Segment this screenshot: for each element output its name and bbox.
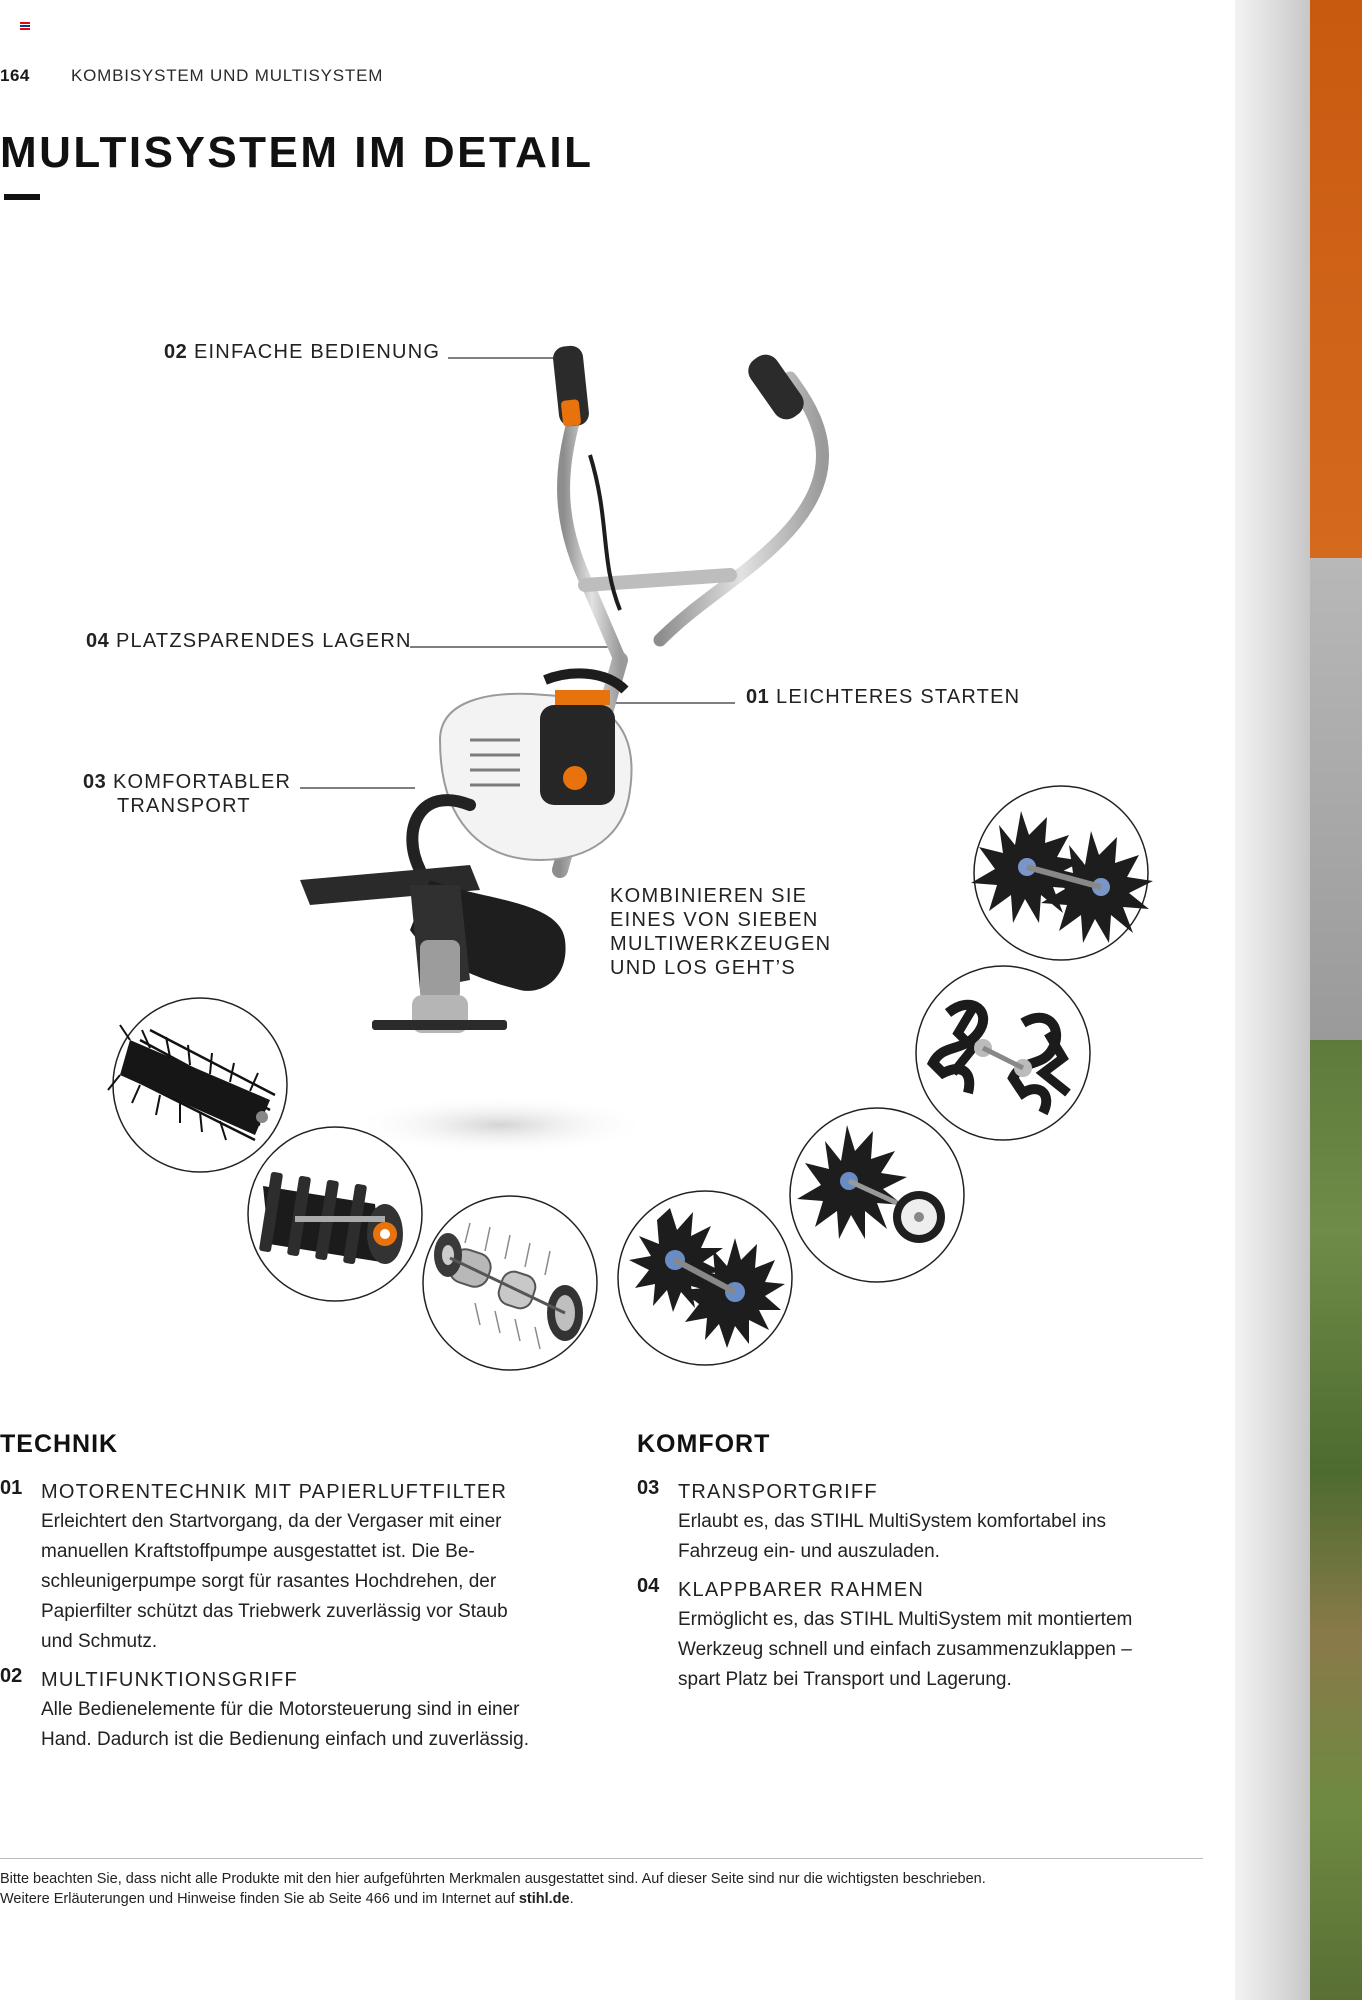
page-title: MULTISYSTEM IM DETAIL (0, 128, 594, 177)
item-text: Erlaubt es, das STIHL MultiSystem komfortabel ins (678, 1511, 1107, 1532)
item-title: KLAPPBARER RAHMEN (678, 1579, 925, 1601)
footer-line-1: Bitte beachten Sie, dass nicht alle Produkte mit den hier aufgeführten Merkmalen ausgestattet sind. Auf dieser Seite sind nur die wichtigsten beschrieben. (0, 1871, 986, 1887)
item-text: Hand. Dadurch ist die Bedienung einfach und zuverlässig. (41, 1729, 529, 1750)
multisystem-machine-icon (300, 345, 823, 1155)
item-number: 02 (0, 1665, 23, 1687)
item-text: Erleichtert den Startvorgang, da der Vergaser mit einer (41, 1511, 502, 1532)
footer-line-2-end: . (569, 1891, 574, 1907)
technik-column (0, 1430, 560, 1763)
item-number: 04 (637, 1575, 660, 1597)
item-text: Papierfilter schützt das Triebwerk zuverlässig vor Staub (41, 1601, 508, 1622)
next-page-photo (1310, 1040, 1362, 2000)
komfort-column (637, 1430, 1197, 1703)
tool-scarifier (423, 1196, 597, 1370)
item-number: 01 (0, 1477, 23, 1499)
tool-sweeper-roller (248, 1127, 422, 1301)
callout-01 (746, 685, 1020, 709)
combine-line: UND LOS GEHT’S (610, 957, 797, 979)
item-title: TRANSPORTGRIFF (678, 1481, 878, 1503)
footer-divider (0, 1858, 1203, 1859)
callout-label-line2: TRANSPORT (117, 795, 251, 817)
callout-04 (86, 629, 412, 653)
item-title: MULTIFUNKTIONSGRIFF (41, 1669, 298, 1691)
tool-aerator-tines (618, 1191, 792, 1365)
callout-number: 01 (746, 686, 770, 708)
tool-spiked-tiller (971, 786, 1153, 960)
callout-label: EINFACHE BEDIENUNG (194, 341, 441, 363)
item-text: und Schmutz. (41, 1631, 158, 1652)
komfort-heading: KOMFORT (637, 1430, 771, 1458)
callout-02 (164, 340, 440, 364)
footer-line-2-text: Weitere Erläuterungen und Hinweise finden Sie ab Seite 466 und im Internet auf (0, 1891, 519, 1907)
next-page-orange-band (1310, 0, 1362, 558)
item-text: Fahrzeug ein- und auszuladen. (678, 1541, 940, 1562)
item-text: Werkzeug schnell und einfach zusammenzuklappen – (678, 1639, 1132, 1660)
tool-cultivator-tines (916, 966, 1090, 1140)
section-title: KOMBISYSTEM UND MULTISYSTEM (71, 66, 384, 85)
callout-label: LEICHTERES STARTEN (776, 686, 1021, 708)
combine-tools-text (610, 884, 831, 980)
item-text: spart Platz bei Transport und Lagerung. (678, 1669, 1012, 1690)
next-page-grey-band (1310, 558, 1362, 1040)
technik-item-01 (0, 1477, 560, 1657)
item-text: Alle Bedienelemente für die Motorsteuerung sind in einer (41, 1699, 520, 1720)
website-link[interactable]: stihl.de (518, 1891, 570, 1907)
footer-note (0, 1869, 1150, 1909)
technik-item-02 (0, 1665, 560, 1755)
callout-number: 02 (164, 341, 188, 363)
tool-bristle-brush (108, 998, 287, 1172)
item-text: schleunigerpumpe sorgt für rasantes Hochdrehen, der (41, 1571, 497, 1592)
tool-edger-wheel (790, 1108, 964, 1282)
komfort-item-03 (637, 1477, 1197, 1567)
item-number: 03 (637, 1477, 660, 1499)
callout-number: 04 (86, 630, 110, 652)
footer-line-2 (0, 1889, 1150, 1909)
item-text: manuellen Kraftstoffpumpe ausgestattet ist. Die Be- (41, 1541, 475, 1562)
combine-line: KOMBINIEREN SIE (610, 885, 808, 907)
next-page-edge (1310, 0, 1362, 2000)
komfort-item-04 (637, 1575, 1197, 1695)
item-text: Ermöglicht es, das STIHL MultiSystem mit montiertem (678, 1609, 1133, 1630)
page-number: 164 (0, 66, 30, 85)
callout-label: KOMFORTABLER (113, 771, 292, 793)
item-title: MOTORENTECHNIK MIT PAPIERLUFTFILTER (41, 1481, 508, 1503)
callout-label: PLATZSPARENDES LAGERN (116, 630, 412, 652)
callout-number: 03 (83, 771, 107, 793)
combine-line: MULTIWERKZEUGEN (610, 933, 832, 955)
combine-line: EINES VON SIEBEN (610, 909, 819, 931)
callout-03 (83, 770, 291, 818)
technik-heading: TECHNIK (0, 1430, 119, 1458)
